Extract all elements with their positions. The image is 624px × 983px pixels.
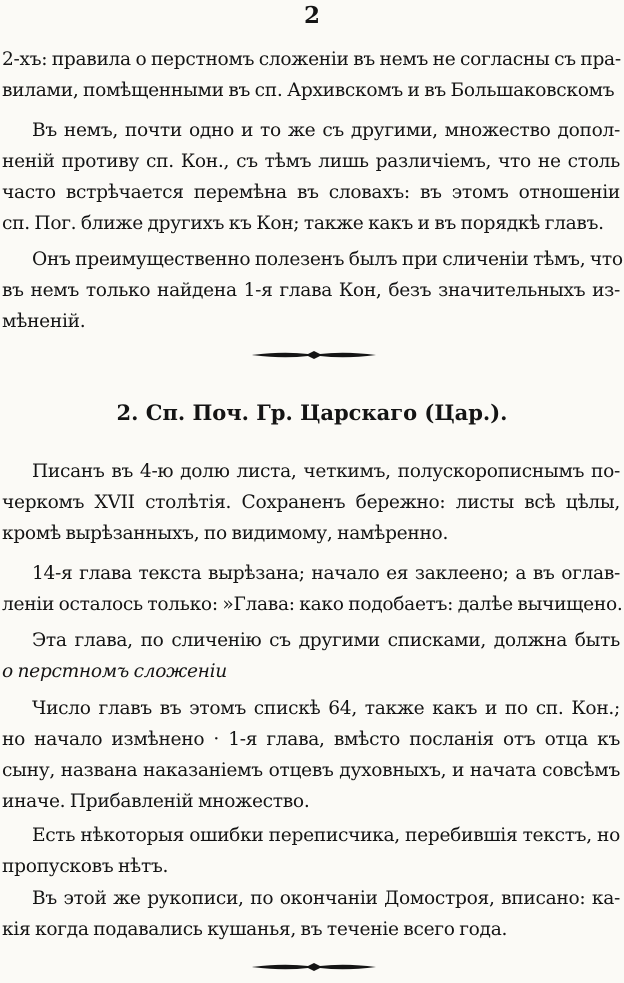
section-paragraph-1 [2, 456, 620, 549]
page-number: 2 [303, 2, 320, 29]
section-heading: 2. Сп. Поч. Гр. Царскаго (Цар.). [116, 400, 508, 425]
paragraph-2 [2, 115, 620, 239]
ornamental-divider [252, 350, 376, 360]
text-line: сыну, названа наказанiемъ отцевъ духовныхъ, и начата совсѣмъ [2, 760, 620, 781]
paragraph-3 [2, 244, 623, 337]
text-line: Онъ преимущественно полезенъ былъ при сличенiи тѣмъ, что [32, 249, 623, 270]
text-line: вилами, помѣщенными въ сп. Архивскомъ и въ Большаковскомъ [2, 80, 615, 101]
text-line: Есть нѣкоторыя ошибки переписчика, перебившiя текстъ, но [32, 825, 620, 846]
text-line: часто встрѣчается перемѣна въ словахъ: въ этомъ отношенiи [2, 182, 620, 203]
text-line: черкомъ XVII столѣтiя. Сохраненъ бережно: листы всѣ цѣлы, [2, 492, 620, 513]
text-line: сп. Пог. ближе другихъ къ Кон; также какъ и въ порядкѣ главъ. [2, 213, 604, 234]
section-paragraph-5 [2, 820, 620, 882]
section-paragraph-4 [2, 693, 620, 817]
text-line: въ немъ только найдена 1-я глава Кон, безъ значительныхъ из- [2, 280, 620, 301]
text-line: мѣненiй. [2, 311, 86, 332]
text-line: Въ этой же рукописи, по окончанiи Домостроя, вписано: ка- [32, 888, 620, 909]
section-paragraph-2 [2, 558, 623, 620]
text-line: кромѣ вырѣзанныхъ, по видимому, намѣренно. [2, 523, 449, 544]
section-paragraph-3 [2, 625, 620, 687]
text-line: иначе. Прибавленiй множество. [2, 791, 310, 812]
section-paragraph-6 [2, 883, 620, 945]
text-line: о перстномъ сложенiи [2, 661, 227, 682]
text-line: кiя когда подавались кушанья, въ теченiе всего года. [2, 919, 508, 940]
text-line: 14-я глава текста вырѣзана; начало ея заклеено; а въ оглав- [32, 563, 620, 584]
text-line: 2-хъ: правила о перстномъ сложенiи въ немъ не согласны съ пра- [2, 49, 621, 70]
paragraph-1 [2, 44, 620, 106]
text-line: Число главъ въ этомъ спискѣ 64, также какъ и по сп. Кон.; [32, 698, 620, 719]
text-line: ленiи осталось только: »Глава: како подобаетъ: далѣе вычищено. [2, 594, 623, 615]
text-line: Въ немъ, почти одно и то же съ другими, множество допол- [32, 120, 620, 141]
text-line: но начало измѣнено · 1-я глава, вмѣсто посланiя отъ отца къ [2, 729, 620, 750]
ornamental-divider [252, 962, 376, 972]
text-line: пропусковъ нѣтъ. [2, 856, 169, 877]
text-line: ненiй противу сп. Кон., съ тѣмъ лишь различiемъ, что не столь [2, 151, 620, 172]
text-line: Писанъ въ 4-ю долю листа, четкимъ, полускорописнымъ по- [32, 461, 620, 482]
text-line: Эта глава, по сличенiю съ другими списками, должна быть [32, 630, 620, 651]
